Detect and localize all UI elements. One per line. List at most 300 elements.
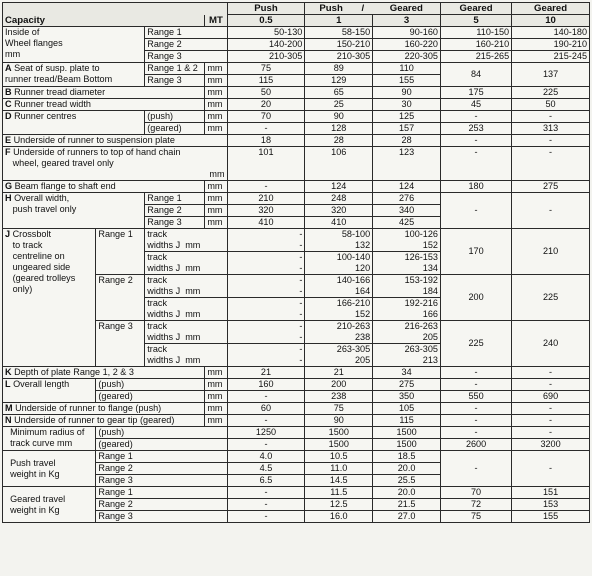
cell: 84: [440, 63, 511, 87]
row-l-label: Overall length: [13, 379, 70, 389]
cell: -: [227, 391, 305, 403]
cell: 75: [440, 511, 511, 523]
cell: 101: [227, 147, 305, 181]
cell: 238: [305, 391, 373, 403]
row-n: [3, 415, 590, 427]
cell: 190-210: [512, 39, 590, 51]
unit-mm: mm: [205, 217, 227, 229]
cell: 75: [227, 63, 305, 75]
cell: 120: [305, 263, 373, 275]
cell: 115: [227, 75, 305, 87]
cell: -: [440, 379, 511, 391]
row-j-r1-a: [3, 229, 590, 241]
cell: 12.5: [305, 499, 373, 511]
cell: 28: [305, 135, 373, 147]
cell: 50-130: [227, 27, 305, 39]
cell: 170: [440, 229, 511, 275]
unit-mm: mm: [205, 415, 227, 427]
unit-mm: mm: [205, 111, 227, 123]
cell: -: [227, 332, 305, 344]
cell: 152: [373, 240, 441, 252]
row-a-1: [3, 63, 590, 75]
range-label: Range 3: [96, 321, 145, 367]
cell: 11.5: [305, 487, 373, 499]
cell: 263-305: [373, 344, 441, 356]
cell: 3200: [512, 439, 590, 451]
cell: 123: [373, 147, 441, 181]
cell: 125: [373, 111, 441, 123]
row-g: [3, 181, 590, 193]
row-n-label: Underside of runner to gear tip (geared): [14, 415, 175, 425]
row-f: [3, 147, 590, 181]
cell: 216-263: [373, 321, 441, 333]
widths-label: widths J: [147, 332, 181, 342]
slash: /: [361, 3, 365, 14]
row-h-1: [3, 193, 590, 205]
row-m: [3, 403, 590, 415]
unit-mm: mm: [205, 403, 227, 415]
cell: -: [512, 451, 590, 487]
range-label: Range 1: [96, 229, 145, 275]
cell: 210-305: [227, 51, 305, 63]
cell: 100-126: [373, 229, 441, 241]
row-j-label-4: ungeared side: [12, 262, 71, 272]
unit-mm: mm: [205, 75, 227, 87]
unit-mm: mm: [185, 263, 201, 273]
geared-weight-row-1: [3, 487, 590, 499]
track-label: track: [145, 344, 227, 356]
cell: -: [440, 367, 511, 379]
widths-label: widths J: [147, 355, 181, 365]
cell: -: [440, 147, 511, 181]
row-b: [3, 87, 590, 99]
widths-label: widths J: [147, 263, 181, 273]
geared-label: (geared): [96, 391, 205, 403]
letter-j: J: [5, 229, 11, 239]
cell: -: [227, 355, 305, 367]
push-weight-label-1: Push travel: [10, 457, 56, 468]
cell: 690: [512, 391, 590, 403]
cell: 11.0: [305, 463, 373, 475]
cell: 152: [305, 309, 373, 321]
cell: -: [512, 193, 590, 229]
cell: 90: [373, 87, 441, 99]
geared-weight-label-1: Geared travel: [10, 493, 66, 504]
cell: 132: [305, 240, 373, 252]
cell: 248: [305, 193, 373, 205]
row-j-label-6: only): [12, 284, 33, 294]
unit-mm: mm: [205, 181, 227, 193]
cell: 350: [373, 391, 441, 403]
range-label: Range 2: [96, 463, 227, 475]
cell: 106: [305, 147, 373, 181]
row-l-1: [3, 379, 590, 391]
cell: 4.0: [227, 451, 305, 463]
cell: 6.5: [227, 475, 305, 487]
cell: 160-210: [440, 39, 511, 51]
cell: 60: [227, 403, 305, 415]
cell: 70: [440, 487, 511, 499]
cell: 175: [440, 87, 511, 99]
range-label: Range 1: [96, 487, 227, 499]
cell: 1250: [227, 427, 305, 439]
cell: 180: [440, 181, 511, 193]
cell: -: [227, 275, 305, 287]
letter-f: F: [5, 147, 11, 157]
cell: 137: [512, 63, 590, 87]
widths-label: widths J: [147, 240, 181, 250]
cell: -: [512, 367, 590, 379]
cell: 16.0: [305, 511, 373, 523]
geared-label: (geared): [145, 123, 205, 135]
row-j-label-2: to track: [12, 240, 43, 250]
geared-label: (geared): [96, 439, 227, 451]
cell: 10.5: [305, 451, 373, 463]
mt-label: MT: [205, 15, 227, 27]
cell: 1500: [373, 427, 441, 439]
seat-label-2: runner tread/Beam Bottom: [5, 74, 113, 84]
unit-mm: mm: [205, 193, 227, 205]
col-geared5-header: Geared: [440, 3, 511, 15]
cell: -: [512, 427, 590, 439]
cap-5: 5: [440, 15, 511, 27]
runner-dia-label: Runner tread diameter: [14, 87, 106, 97]
cell: -: [512, 379, 590, 391]
cell: 153-192: [373, 275, 441, 287]
unit-mm: mm: [185, 286, 201, 296]
cell: 276: [373, 193, 441, 205]
track-label: track: [145, 229, 227, 241]
cell: 89: [305, 63, 373, 75]
capacity-label: Capacity: [3, 15, 205, 27]
letter-h: H: [5, 193, 12, 203]
seat-label-1: Seat of susp. plate to: [14, 63, 100, 73]
range-label: Range 1: [145, 27, 227, 39]
cell: 124: [305, 181, 373, 193]
cell: 90: [305, 111, 373, 123]
cell: 25: [305, 99, 373, 111]
unit-mm: mm: [205, 63, 227, 75]
row-j-label-3: centreline on: [12, 251, 65, 261]
cell: -: [227, 415, 305, 427]
letter-k: K: [5, 367, 12, 377]
cell: 151: [512, 487, 590, 499]
cell: 205: [373, 332, 441, 344]
cell: 166-210: [305, 298, 373, 310]
cell: 20.0: [373, 463, 441, 475]
cell: 45: [440, 99, 511, 111]
cell: 58-150: [305, 27, 373, 39]
cell: 115: [373, 415, 441, 427]
cell: 210: [512, 229, 590, 275]
row-k-label: Depth of plate Range 1, 2 & 3: [14, 367, 134, 377]
cell: 153: [512, 499, 590, 511]
cap-3: 3: [373, 15, 441, 27]
unit-mm: mm: [205, 379, 227, 391]
cell: 28: [373, 135, 441, 147]
geared-weight-label-2: weight in Kg: [10, 504, 60, 515]
runner-width-label: Runner tread width: [14, 99, 91, 109]
letter-b: B: [5, 87, 12, 97]
cell: 128: [305, 123, 373, 135]
cell: 21.5: [373, 499, 441, 511]
cell: 205: [305, 355, 373, 367]
cell: 25.5: [373, 475, 441, 487]
range-label: Range 1: [145, 193, 205, 205]
cell: 90-160: [373, 27, 441, 39]
cell: -: [440, 415, 511, 427]
widths-label: widths J: [147, 286, 181, 296]
cell: 160: [227, 379, 305, 391]
cell: -: [512, 403, 590, 415]
cell: 1500: [373, 439, 441, 451]
range-label: Range 3: [145, 75, 205, 87]
cell: -: [227, 499, 305, 511]
cell: 200: [305, 379, 373, 391]
cell: 340: [373, 205, 441, 217]
cell: 14.5: [305, 475, 373, 487]
cell: 263-305: [305, 344, 373, 356]
cell: 105: [373, 403, 441, 415]
cell: 140-180: [512, 27, 590, 39]
letter-l: L: [5, 379, 11, 389]
unit-mm: mm: [185, 355, 201, 365]
unit-mm: mm: [205, 367, 227, 379]
cell: 166: [373, 309, 441, 321]
cell: 320: [305, 205, 373, 217]
letter-a: A: [5, 63, 12, 73]
cell: 213: [373, 355, 441, 367]
cell: 126-153: [373, 252, 441, 264]
cell: -: [227, 181, 305, 193]
col-geared10-header: Geared: [512, 3, 590, 15]
row-g-label: Beam flange to shaft end: [14, 181, 116, 191]
cell: 129: [305, 75, 373, 87]
cell: 157: [373, 123, 441, 135]
cell: 50: [227, 87, 305, 99]
cell: 30: [373, 99, 441, 111]
push-label: (push): [145, 111, 205, 123]
cell: -: [512, 147, 590, 181]
cell: 110: [373, 63, 441, 75]
cell: -: [227, 321, 305, 333]
cell: 20.0: [373, 487, 441, 499]
cell: 155: [373, 75, 441, 87]
cell: 65: [305, 87, 373, 99]
range-label: Range 1 & 2: [145, 63, 205, 75]
cell: -: [440, 451, 511, 487]
unit-mm: mm: [185, 240, 201, 250]
trolley-dimension-table: [2, 2, 590, 523]
cell: 90: [305, 415, 373, 427]
row-j-label-1: Crossbolt: [12, 229, 52, 239]
capacity-row: [3, 15, 590, 27]
cell: 27.0: [373, 511, 441, 523]
cell: 150-210: [305, 39, 373, 51]
cell: 238: [305, 332, 373, 344]
cell: -: [227, 298, 305, 310]
cell: 75: [305, 403, 373, 415]
cell: 2600: [440, 439, 511, 451]
cell: -: [512, 135, 590, 147]
cell: 225: [512, 87, 590, 99]
cell: -: [227, 286, 305, 298]
cell: 1500: [305, 439, 373, 451]
range-label: Range 3: [145, 217, 205, 229]
cell: 320: [227, 205, 305, 217]
row-j-label-5: (geared trolleys: [12, 273, 76, 283]
track-label: track: [145, 252, 227, 264]
widths-label: widths J: [147, 309, 181, 319]
flanges-row-1: [3, 27, 590, 39]
row-d-1: [3, 111, 590, 123]
cell: 4.5: [227, 463, 305, 475]
radius-row-1: [3, 427, 590, 439]
col-push-geared-header: Push: [319, 3, 343, 14]
cell: 58-100: [305, 229, 373, 241]
letter-n: N: [5, 415, 12, 425]
letter-c: C: [5, 99, 12, 109]
cell: 225: [440, 321, 511, 367]
push-weight-label-2: weight in Kg: [10, 468, 60, 479]
cell: 1500: [305, 427, 373, 439]
cap-05: 0.5: [227, 15, 305, 27]
cell: 210-263: [305, 321, 373, 333]
cap-1: 1: [305, 15, 373, 27]
cell: -: [440, 193, 511, 229]
cell: 140-166: [305, 275, 373, 287]
cell: 72: [440, 499, 511, 511]
cell: -: [440, 403, 511, 415]
cap-10: 10: [512, 15, 590, 27]
spec-sheet: [0, 2, 592, 576]
cell: 124: [373, 181, 441, 193]
track-label: track: [145, 321, 227, 333]
cell: -: [227, 511, 305, 523]
row-h-label-1: Overall width,: [14, 193, 70, 203]
cell: 18.5: [373, 451, 441, 463]
unit-mm: mm: [205, 391, 227, 403]
row-e-label: Underside of runner to suspension plate: [13, 135, 175, 145]
cell: -: [227, 439, 305, 451]
cell: 164: [305, 286, 373, 298]
range-label: Range 2: [96, 499, 227, 511]
col-geared-header: Geared: [373, 3, 441, 15]
cell: 410: [305, 217, 373, 229]
col-push-header: Push: [227, 3, 305, 15]
flanges-label-2: Wheel flanges: [5, 38, 63, 48]
cell: 100-140: [305, 252, 373, 264]
cell: 220-305: [373, 51, 441, 63]
cell: -: [512, 415, 590, 427]
track-label: track: [145, 275, 227, 287]
cell: 50: [512, 99, 590, 111]
unit-mm: mm: [205, 87, 227, 99]
cell: 240: [512, 321, 590, 367]
unit-mm: mm: [205, 99, 227, 111]
runner-centres-label: Runner centres: [14, 111, 77, 121]
header-row: [3, 3, 590, 15]
letter-g: G: [5, 181, 13, 191]
cell: 275: [512, 181, 590, 193]
cell: 192-216: [373, 298, 441, 310]
track-label: track: [145, 298, 227, 310]
cell: -: [227, 344, 305, 356]
row-k: [3, 367, 590, 379]
cell: 550: [440, 391, 511, 403]
cell: 21: [227, 367, 305, 379]
cell: 253: [440, 123, 511, 135]
cell: -: [440, 111, 511, 123]
cell: 410: [227, 217, 305, 229]
cell: 160-220: [373, 39, 441, 51]
unit-mm: mm: [185, 332, 201, 342]
cell: 140-200: [227, 39, 305, 51]
unit-mm: mm: [185, 309, 201, 319]
cell: -: [227, 123, 305, 135]
range-label: Range 3: [96, 475, 227, 487]
cell: 210: [227, 193, 305, 205]
cell: -: [227, 263, 305, 275]
range-label: Range 3: [96, 511, 227, 523]
cell: -: [440, 427, 511, 439]
unit-mm: mm: [205, 205, 227, 217]
row-h-label-2: push travel only: [12, 204, 77, 214]
cell: -: [227, 240, 305, 252]
cell: 225: [512, 275, 590, 321]
cell: -: [440, 135, 511, 147]
cell: 134: [373, 263, 441, 275]
radius-label-2: track curve mm: [10, 438, 73, 448]
cell: 18: [227, 135, 305, 147]
cell: 34: [373, 367, 441, 379]
letter-d: D: [5, 111, 12, 121]
unit-mm: mm: [205, 123, 227, 135]
cell: 184: [373, 286, 441, 298]
letter-m: M: [5, 403, 13, 413]
cell: 313: [512, 123, 590, 135]
cell: 200: [440, 275, 511, 321]
cell: 425: [373, 217, 441, 229]
cell: 110-150: [440, 27, 511, 39]
cell: -: [227, 229, 305, 241]
row-f-label-1: Underside of runners to top of hand chain: [13, 147, 181, 157]
range-label: Range 3: [145, 51, 227, 63]
unit-mm: mm: [209, 169, 225, 179]
radius-label-1: Minimum radius of: [10, 427, 85, 437]
cell: -: [512, 111, 590, 123]
row-c: [3, 99, 590, 111]
range-label: Range 2: [145, 39, 227, 51]
cell: 21: [305, 367, 373, 379]
row-m-label: Underside of runner to flange (push): [15, 403, 162, 413]
cell: 275: [373, 379, 441, 391]
range-label: Range 1: [96, 451, 227, 463]
push-weight-row-1: [3, 451, 590, 463]
flanges-label-1: Inside of: [5, 27, 40, 37]
flanges-label-3: mm: [5, 49, 21, 59]
cell: 155: [512, 511, 590, 523]
range-label: Range 2: [96, 275, 145, 321]
letter-e: E: [5, 135, 12, 145]
cell: 20: [227, 99, 305, 111]
row-f-label-2: wheel, geared travel only: [12, 158, 114, 168]
push-label: (push): [96, 427, 227, 439]
cell: -: [227, 252, 305, 264]
range-label: Range 2: [145, 205, 205, 217]
push-label: (push): [96, 379, 205, 391]
cell: 70: [227, 111, 305, 123]
